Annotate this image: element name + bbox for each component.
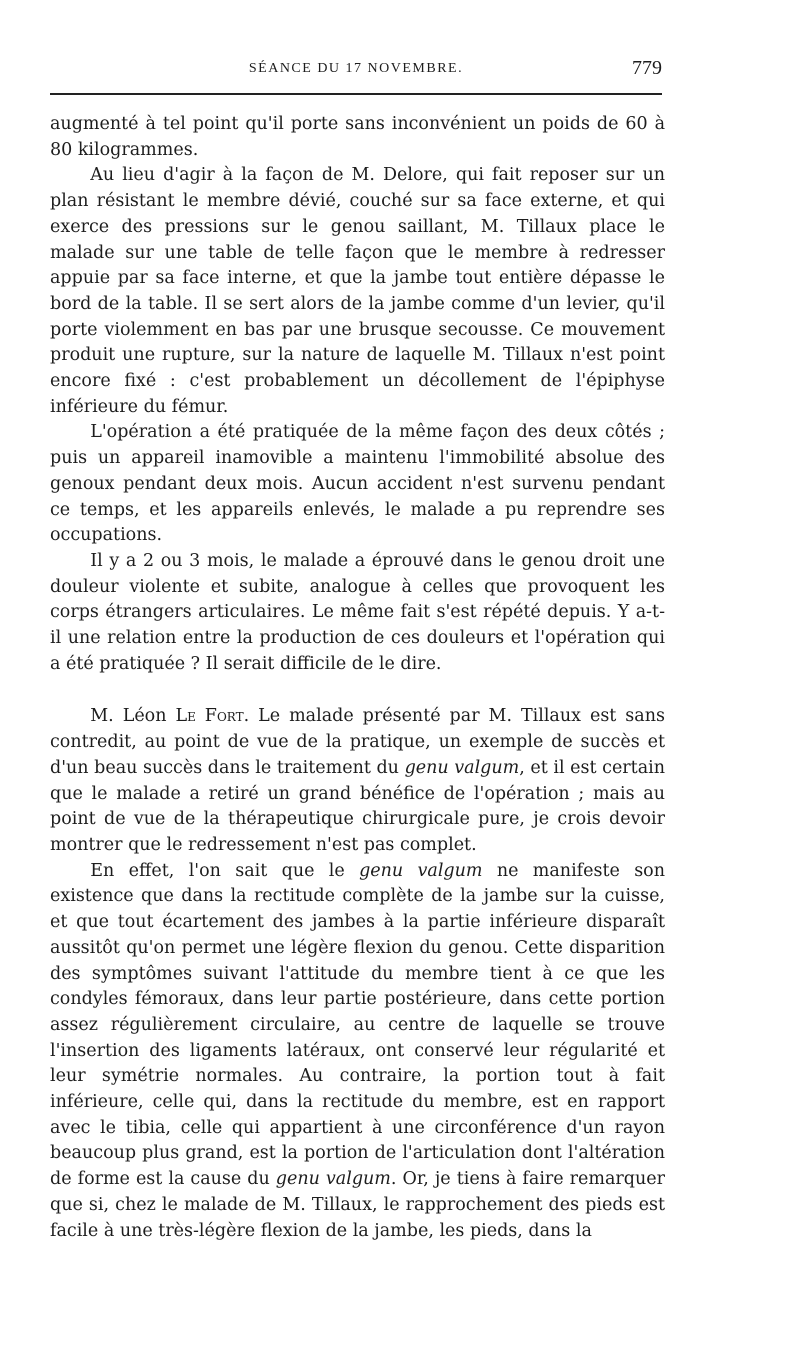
page-body: [50, 112, 665, 1244]
paragraph-1: augmenté à tel point qu'il porte sans inconvénient un poids de 60 à 80 kilogrammes.: [50, 114, 665, 160]
paragraph-6-text-2: ne manifeste son existence que dans la rectitude complète de la jambe sur la cuisse, et que tout écartement des jambes à la partie inférieure disparaît aussitôt qu'on permet une légère flexion du genou. Cette disparition des symptômes suivant l'attitude du membre tient à ce que les condyles fémoraux, dans leur partie postérieure, dans cette portion assez régulièrement circulaire, au centre de laquelle se trouve l'insertion des ligaments latéraux, ont conservé leur régularité et leur symétrie normales. Au contraire, la portion tout à fait inférieure, celle qui, dans la rectitude du membre, est en rapport avec le tibia, celle qui appartient à une circonférence d'un rayon beaucoup plus grand, est la portion de l'articulation dont l'altération de forme est la cause du: [50, 860, 665, 1190]
paragraph-6-text-3: . Or, je tiens à faire remarquer que si, chez le malade de M. Tillaux, le rapprochement des pieds est facile à une très-légère flexion de la jambe, les pieds, dans la: [50, 1169, 665, 1241]
speaker-name: Le Fort: [175, 706, 244, 727]
paragraph-3: L'opération a été pratiquée de la même façon des deux côtés ; puis un appareil inamovible a maintenu l'immobilité absolue des genoux pendant deux mois. Aucun accident n'est survenu pendant ce temps, et les appareils enlevés, le malade a pu reprendre ses occupations.: [50, 422, 665, 546]
paragraph-6-text-1: En effet, l'on sait que le: [90, 860, 360, 881]
paragraph-5: [50, 704, 665, 858]
speaker-prefix: M. Léon: [90, 706, 176, 727]
paragraph-2: Au lieu d'agir à la façon de M. Delore, qui fait reposer sur un plan résistant le membre dévié, couché sur sa face externe, et qui exerce des pressions sur le genou saillant, M. Tillaux place le malade sur une table de telle façon que le membre à redresser appuie par sa face interne, et que la jambe tout entière dépasse le bord de la table. Il se sert alors de la jambe comme d'un levier, qu'il porte violemment en bas par une brusque secousse. Ce mouvement produit une rupture, sur la nature de laquelle M. Tillaux n'est point encore fixé : c'est probablement un décollement de l'épiphyse inférieure du fémur.: [50, 165, 665, 417]
page-header: [50, 55, 662, 89]
term-genu-valgum: genu valgum: [275, 1169, 391, 1190]
term-genu-valgum: genu valgum: [359, 860, 483, 881]
paragraph-4: Il y a 2 ou 3 mois, le malade a éprouvé dans le genou droit une douleur violente et subite, analogue à celles que provoquent les corps étrangers articulaires. Le même fait s'est répété depuis. Y a-t-il une relation entre la production de ces douleurs et l'opération qui a été pratiquée ? Il serait difficile de le dire.: [50, 550, 665, 674]
term-genu-valgum: genu valgum: [404, 757, 520, 778]
paragraph-5-text-1: . Le malade présenté par M. Tillaux est sans contredit, au point de vue de la pratique, un exemple de succès et d'un beau succès dans le traitement du: [50, 706, 665, 778]
paragraph-6: [50, 859, 665, 1245]
header-rule: [50, 93, 662, 95]
paragraph-5-text-2: , et il est certain que le malade a retiré un grand bénéfice de l'opération ; mais au point de vue de la thérapeutique chirurgicale pure, je crois devoir montrer que le redressement n'est pas complet.: [50, 757, 665, 855]
running-head: SÉANCE DU 17 NOVEMBRE.: [248, 61, 464, 76]
page-number: 779: [632, 57, 662, 79]
